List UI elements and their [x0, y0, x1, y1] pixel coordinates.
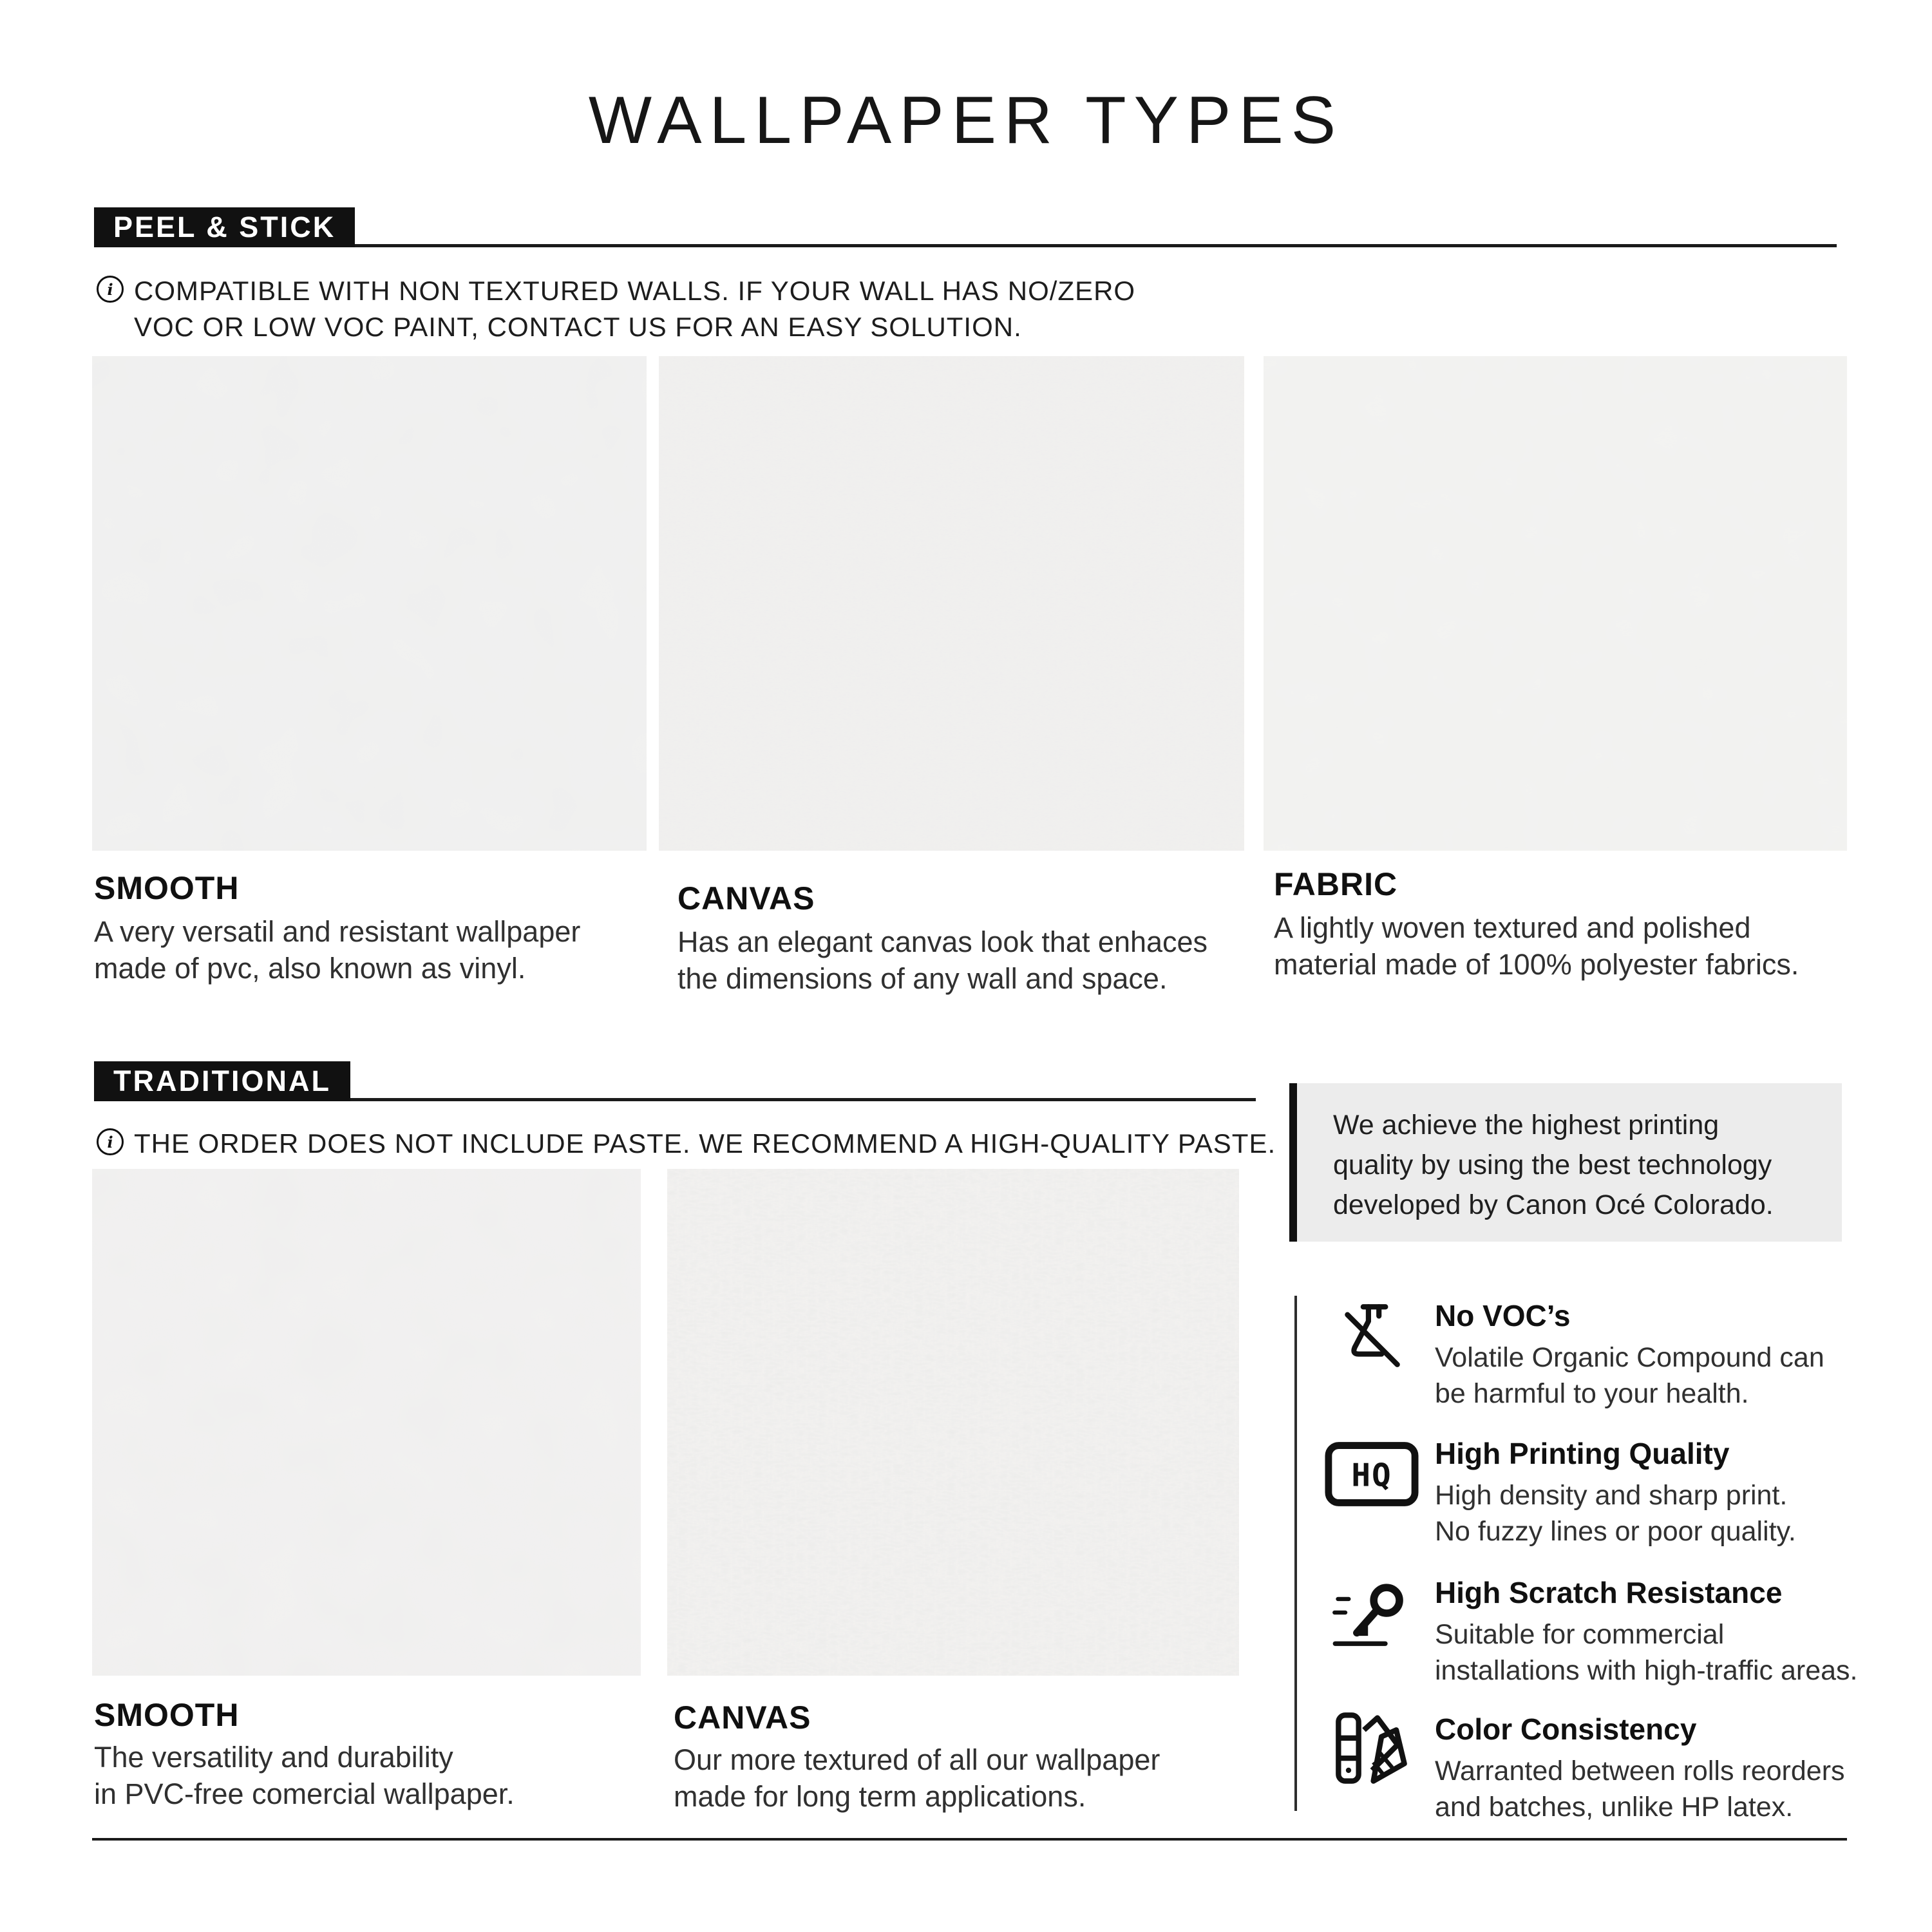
swatch-image-peel-fabric	[1264, 356, 1847, 851]
quality-note-text	[1297, 1083, 1842, 1225]
feature-desc-no-voc	[1435, 1340, 1824, 1412]
swatch-label-traditional-canvas: CANVAS	[674, 1700, 811, 1736]
swatch-desc-traditional-smooth	[94, 1739, 515, 1812]
feature-desc-scratch-resistance	[1435, 1616, 1857, 1689]
desc-line: the dimensions of any wall and space.	[677, 962, 1168, 995]
swatch-label-peel-smooth: SMOOTH	[94, 870, 240, 906]
bottom-rule	[92, 1838, 1847, 1841]
desc-line: Suitable for commercial	[1435, 1619, 1725, 1650]
swatch-image-traditional-canvas	[667, 1169, 1239, 1676]
peel-stick-section-rule	[94, 244, 1837, 247]
swatch-label-peel-canvas: CANVAS	[677, 880, 815, 916]
traditional-note	[97, 1126, 1276, 1162]
smooth-texture	[92, 1169, 641, 1676]
canvas-texture	[659, 356, 1244, 851]
note-line: VOC OR LOW VOC PAINT, CONTACT US FOR AN EASY SOLUTION.	[134, 312, 1022, 342]
desc-line: material made of 100% polyester fabrics.	[1274, 948, 1799, 981]
swatch-desc-peel-canvas	[677, 923, 1208, 997]
desc-line: A very versatil and resistant wallpaper	[94, 915, 581, 948]
quality-note-line: developed by Canon Océ Colorado.	[1333, 1189, 1774, 1220]
feature-title-printing-quality: High Printing Quality	[1435, 1437, 1730, 1470]
feature-desc-printing-quality	[1435, 1477, 1796, 1549]
feature-title-no-voc: No VOC’s	[1435, 1299, 1571, 1332]
desc-line: in PVC-free comercial wallpaper.	[94, 1777, 515, 1810]
desc-line: No fuzzy lines or poor quality.	[1435, 1516, 1796, 1547]
info-icon: i	[97, 276, 124, 303]
swatch-desc-peel-smooth	[94, 913, 580, 987]
page-title: WALLPAPER TYPES	[588, 83, 1344, 158]
desc-line: installations with high-traffic areas.	[1435, 1655, 1858, 1686]
swatch-image-peel-smooth	[92, 356, 647, 851]
no-voc-flask-icon	[1323, 1293, 1420, 1374]
key-scratch-icon	[1323, 1573, 1420, 1653]
desc-line: made of pvc, also known as vinyl.	[94, 952, 526, 985]
fabric-texture	[1264, 356, 1847, 851]
desc-line: Volatile Organic Compound can	[1435, 1342, 1824, 1373]
feature-title-scratch-resistance: High Scratch Resistance	[1435, 1576, 1783, 1609]
color-swatches-icon	[1323, 1708, 1420, 1788]
desc-line: and batches, unlike HP latex.	[1435, 1792, 1794, 1823]
swatch-image-peel-canvas	[659, 356, 1244, 851]
rough-canvas-texture	[667, 1169, 1239, 1676]
feature-desc-color-consistency	[1435, 1753, 1845, 1825]
desc-line: Has an elegant canvas look that enhaces	[677, 925, 1208, 958]
smooth-texture	[92, 356, 647, 851]
desc-line: Warranted between rolls reorders	[1435, 1756, 1845, 1786]
quality-note-line: We achieve the highest printing	[1333, 1110, 1719, 1141]
quality-note-accent-bar	[1289, 1083, 1297, 1242]
desc-line: The versatility and durability	[94, 1741, 453, 1774]
peel-stick-note	[97, 273, 1135, 345]
swatch-label-traditional-smooth: SMOOTH	[94, 1697, 240, 1733]
desc-line: be harmful to your health.	[1435, 1378, 1749, 1409]
swatch-desc-traditional-canvas	[674, 1741, 1160, 1815]
desc-line: Our more textured of all our wallpaper	[674, 1743, 1160, 1776]
section-badge-traditional: TRADITIONAL	[94, 1061, 350, 1101]
note-line: COMPATIBLE WITH NON TEXTURED WALLS. IF YOUR WALL HAS NO/ZERO	[134, 276, 1136, 306]
feature-title-color-consistency: Color Consistency	[1435, 1712, 1697, 1746]
quality-note-line: quality by using the best technology	[1333, 1150, 1772, 1180]
swatch-image-traditional-smooth	[92, 1169, 641, 1676]
quality-note-box	[1297, 1083, 1842, 1242]
hq-badge-icon	[1323, 1434, 1420, 1514]
desc-line: High density and sharp print.	[1435, 1480, 1788, 1511]
desc-line: A lightly woven textured and polished	[1274, 911, 1751, 944]
peel-stick-note-text	[134, 273, 1135, 345]
section-badge-peel-stick: PEEL & STICK	[94, 207, 355, 247]
desc-line: made for long term applications.	[674, 1780, 1086, 1813]
features-divider-line	[1294, 1296, 1297, 1811]
swatch-desc-peel-fabric	[1274, 909, 1799, 983]
hq-icon-text: HQ	[1351, 1456, 1392, 1494]
traditional-note-text: THE ORDER DOES NOT INCLUDE PASTE. WE RECOMMEND A HIGH-QUALITY PASTE.	[134, 1128, 1276, 1159]
info-icon: i	[97, 1128, 124, 1155]
swatch-label-peel-fabric: FABRIC	[1274, 866, 1398, 902]
